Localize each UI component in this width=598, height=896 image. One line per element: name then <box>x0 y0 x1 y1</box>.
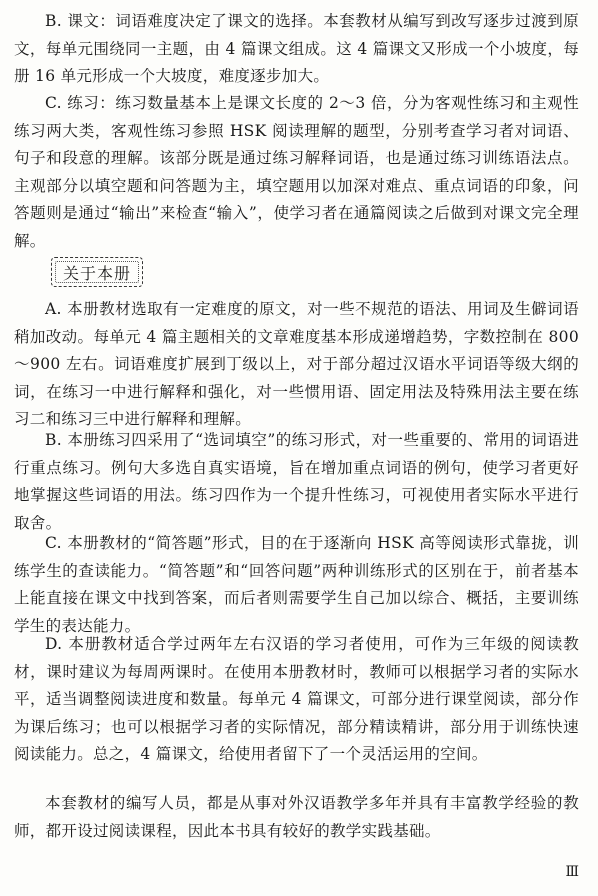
section-heading: 关于本册 <box>62 263 131 283</box>
paragraph-textbook-text: B. 课文：词语难度决定了课文的选择。本套教材从编写到改写逐步过渡到原文，每单元围绕同一主题，由 4 篇课文组成。这 4 篇课文又形成一个小坡度，每册 16 单元形成一个大坡度，难度逐步加大。 <box>14 12 579 85</box>
paragraph-usage-guidance: D. 本册教材适合学过两年左右汉语的学习者使用，可作为三年级的阅读教材，课时建议为每周两课时。在使用本册教材时，教师可以根据学习者的实际水平，适当调整阅读进度和数量。每单元 4 篇课文，可部分进行课堂阅读，部分作为课后练习；也可以根据学习者的实际情况，部分精读精讲，部分用于训练快速阅读能力。总之，4 篇课文，给使用者留下了一个灵活运用的空间。 <box>14 635 579 763</box>
paragraph-exercises: C. 练习：练习数量基本上是课文长度的 2～3 倍，分为客观性练习和主观性练习两大类，客观性练习参照 HSK 阅读理解的题型，分别考查学习者对词语、句子和段意的理解。该部分既是通过练习解释词语，也是通过练习训练语法点。主观部分以填空题和问答题为主，填空题用以加深对难点、重点词语的印象，问答题则是通过“输出”来检查“输入”，使学习者在通篇阅读之后做到对课文完全理解。 <box>14 94 579 250</box>
paragraph-exercise-four: B. 本册练习四采用了“选词填空”的练习形式，对一些重要的、常用的词语进行重点练习。例句大多选自真实语境，旨在增加重点词语的例句，使学习者更好地掌握这些词语的用法。练习四作为一个提升性练习，可视使用者实际水平进行取舍。 <box>14 431 579 532</box>
paragraph-authors: 本套教材的编写人员，都是从事对外汉语教学多年并具有丰富教学经验的教师，都开设过阅读课程，因此本书具有较好的教学实践基础。 <box>14 794 579 840</box>
section-heading-box <box>51 257 143 287</box>
page-number: Ⅲ <box>565 864 578 880</box>
paragraph-short-answer: C. 本册教材的“简答题”形式，目的在于逐渐向 HSK 高等阅读形式靠拢，训练学生的查读能力。“简答题”和“回答问题”两种训练形式的区别在于，前者基本上能直接在课文中找到答案，而后者则需要学生自己加以综合、概括，主要训练学生的表达能力。 <box>14 534 579 635</box>
paragraph-volume-selection: A. 本册教材选取有一定难度的原文，对一些不规范的语法、用词及生僻词语稍加改动。每单元 4 篇主题相关的文章难度基本形成递增趋势，字数控制在 800～900 左右。词语难度扩展到丁级以上，对于部分超过汉语水平词语等级大纲的词，在练习一中进行解释和强化，对一些惯用语、固定用法及特殊用法主要在练习二和练习三中进行解释和理解。 <box>14 300 579 428</box>
